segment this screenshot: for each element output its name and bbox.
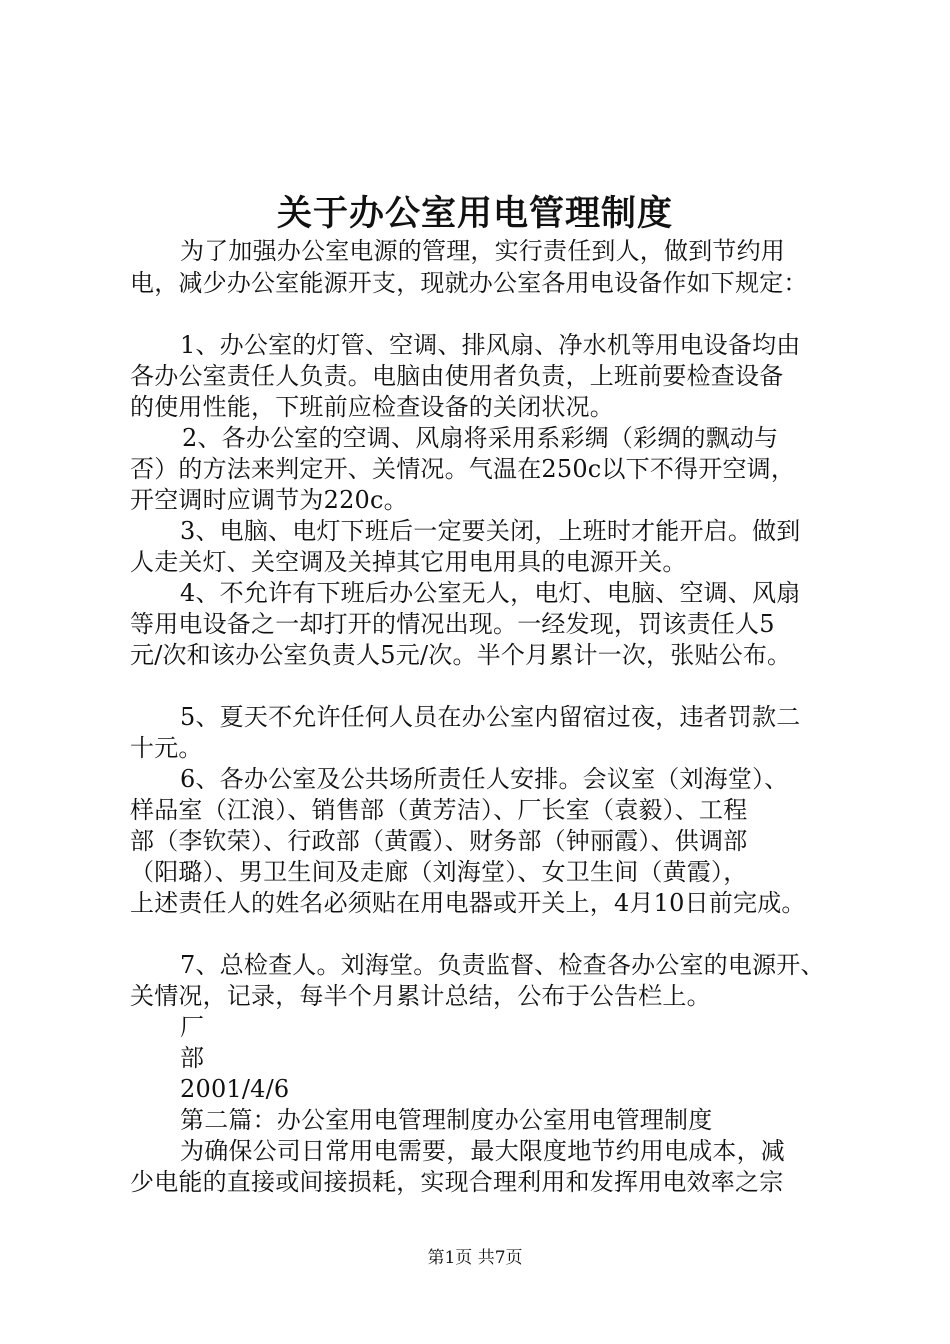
paragraph-line: 为了加强办公室电源的管理，实行责任到人，做到节约用	[180, 237, 785, 265]
paragraph-line: 样品室（江浪）、销售部（黄芳洁）、厂长室（袁毅）、工程	[130, 796, 748, 824]
signature-line: 厂	[180, 1013, 205, 1041]
paragraph-line: （阳璐）、男卫生间及走廊（刘海堂）、女卫生间（黄霞），	[130, 858, 748, 886]
paragraph-line: 部（李钦荣）、行政部（黄霞）、财务部（钟丽霞）、供调部	[130, 827, 748, 855]
signature-line: 部	[180, 1044, 205, 1072]
paragraph-line: 7、总检查人。刘海堂。负责监督、检查各办公室的电源开、	[180, 951, 825, 979]
section-heading: 第二篇：办公室用电管理制度办公室用电管理制度	[180, 1106, 713, 1134]
paragraph-line: 少电能的直接或间接损耗，实现合理利用和发挥用电效率之宗	[130, 1168, 784, 1196]
paragraph-line: 4、不允许有下班后办公室无人，电灯、电脑、空调、风扇	[180, 579, 801, 607]
paragraph-line: 为确保公司日常用电需要，最大限度地节约用电成本，减	[180, 1137, 785, 1165]
paragraph-line: 上述责任人的姓名必须贴在用电器或开关上，4月10日前完成。	[130, 889, 806, 917]
paragraph-line: 等用电设备之一却打开的情况出现。一经发现，罚该责任人5	[130, 610, 775, 638]
document-title: 关于办公室用电管理制度	[276, 193, 673, 234]
paragraph-line: 2、各办公室的空调、风扇将采用系彩绸（彩绸的飘动与	[182, 424, 779, 452]
paragraph-line: 各办公室责任人负责。电脑由使用者负责，上班前要检查设备	[130, 362, 784, 390]
paragraph-line: 关情况，记录，每半个月累计总结，公布于公告栏上。	[130, 982, 711, 1010]
paragraph-line: 否）的方法来判定开、关情况。气温在250c以下不得开空调，	[130, 455, 796, 483]
paragraph-line: 1、办公室的灯管、空调、排风扇、净水机等用电设备均由	[180, 331, 801, 359]
paragraph-line: 的使用性能，下班前应检查设备的关闭状况。	[130, 393, 614, 421]
paragraph-line: 电，减少办公室能源开支，现就办公室各用电设备作如下规定：	[130, 269, 808, 297]
paragraph-line: 元/次和该办公室负责人5元/次。半个月累计一次，张贴公布。	[130, 641, 792, 669]
paragraph-line: 5、夏天不允许任何人员在办公室内留宿过夜，违者罚款二	[180, 703, 801, 731]
paragraph-line: 十元。	[130, 734, 203, 762]
paragraph-line: 开空调时应调节为220c。	[130, 486, 408, 514]
paragraph-line: 人走关灯、关空调及关掉其它用电用具的电源开关。	[130, 548, 687, 576]
page-footer: 第1页 共7页	[427, 1248, 523, 1268]
paragraph-line: 3、电脑、电灯下班后一定要关闭，上班时才能开启。做到	[180, 517, 801, 545]
paragraph-line: 6、各办公室及公共场所责任人安排。会议室（刘海堂）、	[180, 765, 789, 793]
date-line: 2001/4/6	[180, 1075, 290, 1103]
